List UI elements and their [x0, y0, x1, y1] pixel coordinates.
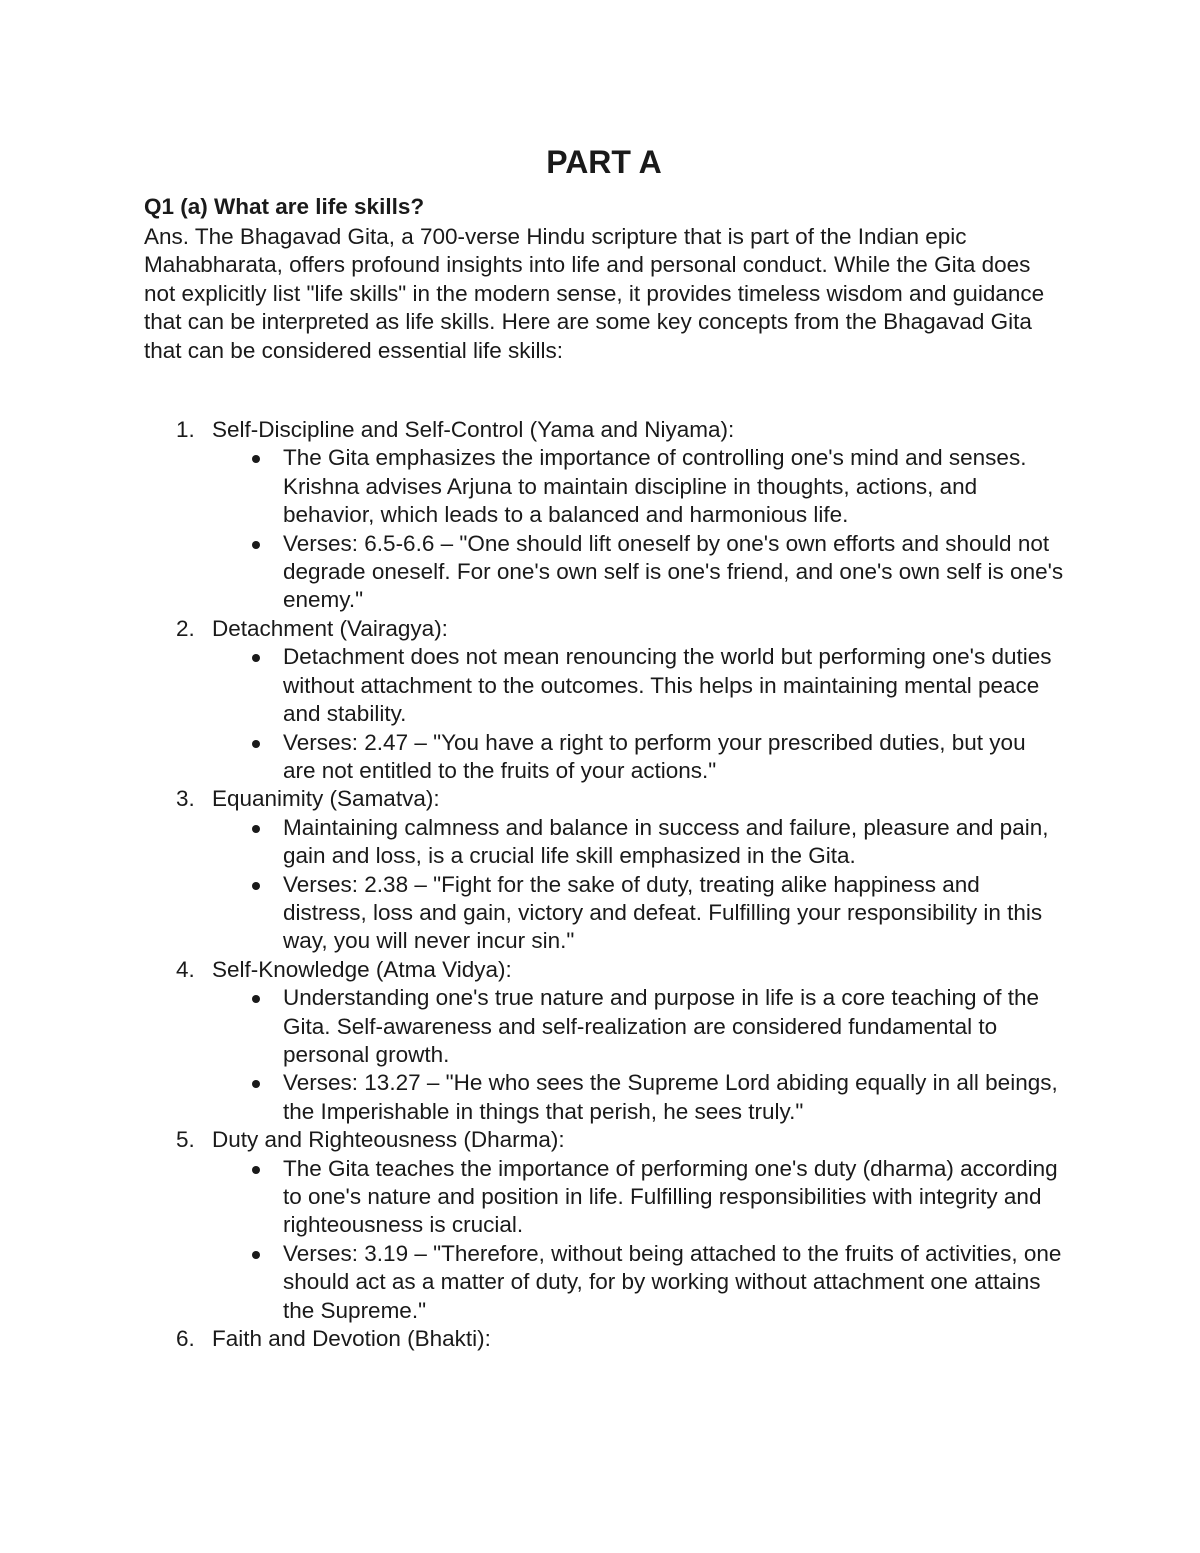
bullet-text: The Gita teaches the importance of performing one's duty (dharma) according to one's nature and position in life. Fulfilling responsibilities with integrity and righteousness is crucial. [283, 1155, 1058, 1238]
bullet-item [212, 729, 1064, 786]
bullet-icon [252, 1251, 260, 1259]
bullet-item [212, 1069, 1064, 1126]
list-number: 2. [176, 615, 195, 641]
bullet-list [212, 444, 1064, 614]
part-title: PART A [546, 144, 662, 180]
bullet-item [212, 1240, 1064, 1325]
bullet-text: The Gita emphasizes the importance of controlling one's mind and senses. Krishna advises Arjuna to maintain discipline in thoughts, actions, and behavior, which leads to a balanced and harmonious life. [283, 445, 1027, 528]
list-number: 1. [176, 417, 195, 443]
list-item-heading: Self-Knowledge (Atma Vidya): [212, 956, 512, 982]
bullet-item [212, 530, 1064, 615]
bullet-item [212, 984, 1064, 1069]
bullet-item [212, 643, 1064, 728]
list-item-heading: Detachment (Vairagya): [212, 615, 448, 641]
bullet-icon [252, 1166, 260, 1174]
list-item [144, 785, 1064, 955]
question-heading: Q1 (a) What are life skills? [144, 194, 425, 219]
list-item-heading: Duty and Righteousness (Dharma): [212, 1127, 565, 1153]
bullet-text: Maintaining calmness and balance in success and failure, pleasure and pain, gain and loss, is a crucial life skill emphasized in the Gita. [283, 814, 1049, 869]
document-page [144, 140, 1064, 1353]
list-item [144, 956, 1064, 1126]
bullet-icon [252, 882, 260, 890]
bullet-item [212, 1155, 1064, 1240]
list-item [144, 1126, 1064, 1325]
list-number: 6. [176, 1326, 195, 1352]
bullet-item [212, 444, 1064, 529]
list-item [144, 615, 1064, 785]
bullet-text: Verses: 6.5-6.6 – "One should lift oneself by one's own efforts and should not degrade oneself. For one's own self is one's friend, and one's own self is one's enemy." [283, 530, 1064, 613]
bullet-text: Understanding one's true nature and purpose in life is a core teaching of the Gita. Self-awareness and self-realization are considered fundamental to personal growth. [283, 985, 1040, 1067]
list-item [144, 416, 1064, 615]
bullet-text: Verses: 2.38 – "Fight for the sake of duty, treating alike happiness and distress, loss and gain, victory and defeat. Fulfilling your responsibility in this way, you will never incur sin." [283, 871, 1043, 954]
bullet-icon [252, 541, 260, 549]
bullet-item [212, 814, 1064, 871]
life-skills-list [144, 416, 1064, 1353]
answer-paragraph: Ans. The Bhagavad Gita, a 700-verse Hindu scripture that is part of the Indian epic Mahabharata, offers profound insights into life and personal conduct. While the Gita does not explicitly list "life skills" in the modern sense, it provides timeless wisdom and guidance that can be interpreted as life skills. Here are some key concepts from the Bhagavad Gita that can be considered essential life skills: [144, 224, 1045, 363]
bullet-text: Detachment does not mean renouncing the world but performing one's duties without attachment to the outcomes. This helps in maintaining mental peace and stability. [283, 644, 1052, 727]
list-number: 5. [176, 1127, 195, 1153]
list-item [144, 1325, 1064, 1353]
bullet-list [212, 814, 1064, 956]
bullet-item [212, 871, 1064, 956]
bullet-list [212, 1155, 1064, 1325]
bullet-text: Verses: 2.47 – "You have a right to perform your prescribed duties, but you are not entitled to the fruits of your actions." [283, 729, 1026, 783]
bullet-list [212, 984, 1064, 1126]
list-item-heading: Faith and Devotion (Bhakti): [212, 1326, 491, 1352]
list-item-heading: Equanimity (Samatva): [212, 786, 440, 812]
bullet-icon [252, 654, 260, 662]
bullet-text: Verses: 13.27 – "He who sees the Supreme Lord abiding equally in all beings, the Imperishable in things that perish, he sees truly." [283, 1070, 1058, 1124]
bullet-icon [252, 995, 260, 1003]
list-number: 4. [176, 956, 195, 982]
list-item-heading: Self-Discipline and Self-Control (Yama and Niyama): [212, 417, 735, 443]
bullet-icon [252, 1080, 260, 1088]
bullet-text: Verses: 3.19 – "Therefore, without being attached to the fruits of activities, one should act as a matter of duty, for by working without attachment one attains the Supreme." [283, 1240, 1062, 1323]
bullet-icon [252, 455, 260, 463]
bullet-icon [252, 740, 260, 748]
bullet-list [212, 643, 1064, 785]
list-number: 3. [176, 786, 195, 812]
bullet-icon [252, 825, 260, 833]
